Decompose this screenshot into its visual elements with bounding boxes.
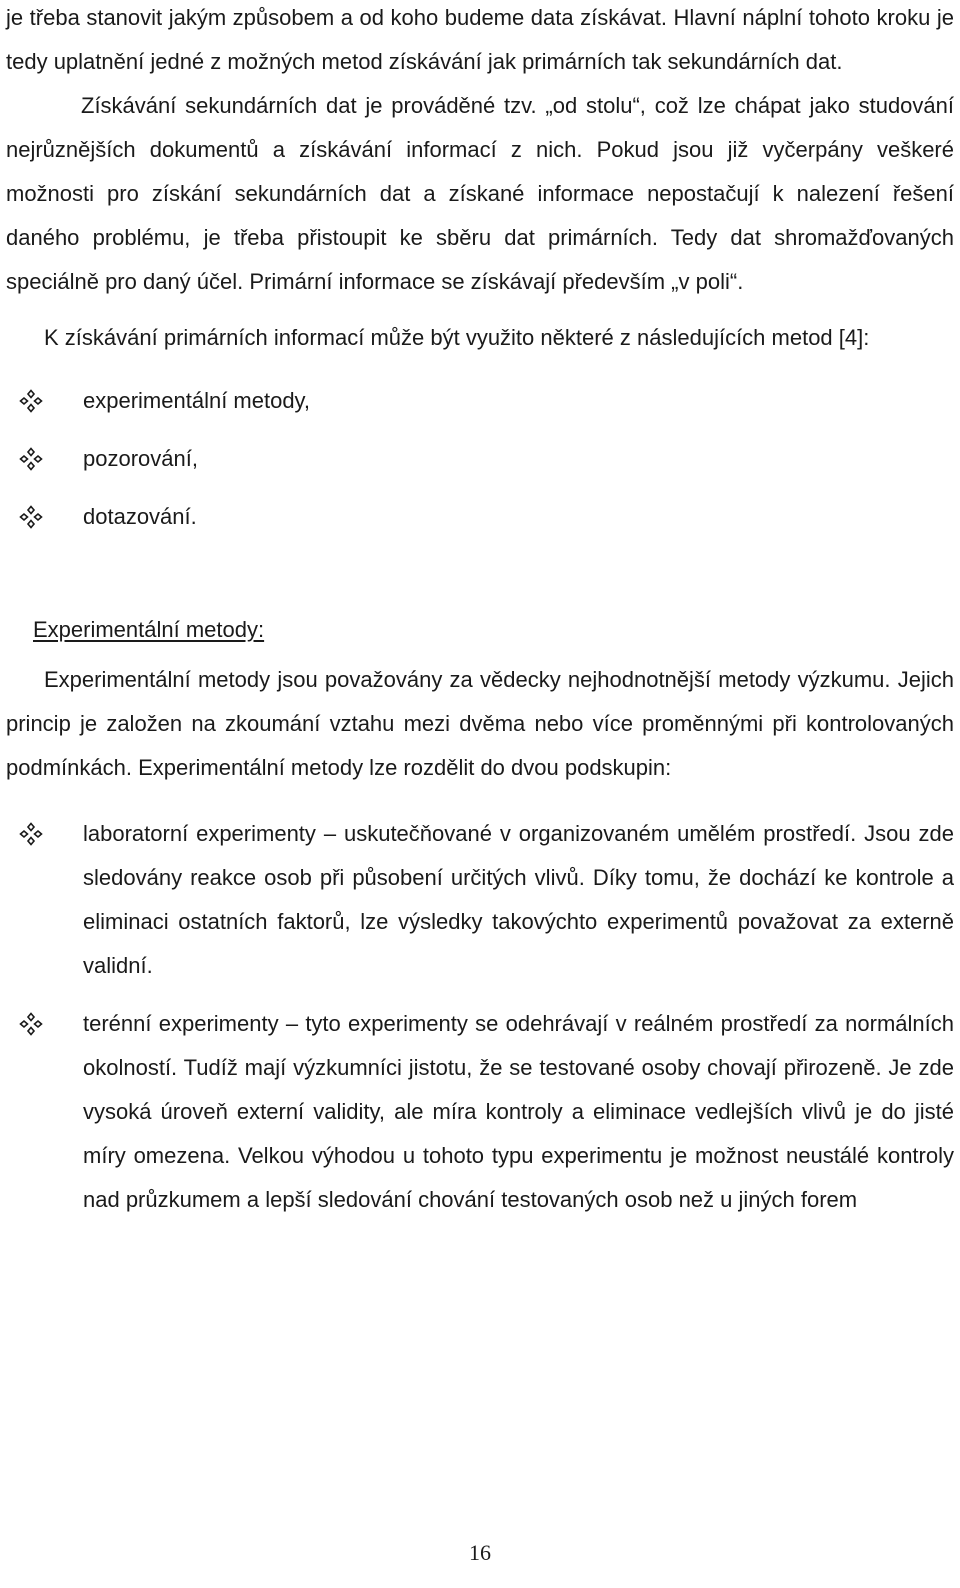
four-diamond-bullet-icon bbox=[18, 1002, 44, 1046]
list-item bbox=[6, 488, 954, 546]
list-item bbox=[6, 430, 954, 488]
list-item-text: laboratorní experimenty – uskutečňované v organizovaném umělém prostředí. Jsou zde sledovány reakce osob při působení určitých vlivů. Díky tomu, že dochází ke kontrole a eliminaci ostatních faktorů, lze výsledky takovýchto experimentů považovat za externě validní. bbox=[83, 821, 954, 978]
list-item bbox=[6, 372, 954, 430]
document-page bbox=[6, 0, 954, 1236]
four-diamond-bullet-icon bbox=[18, 488, 44, 546]
paragraph-data-collection: je třeba stanovit jakým způsobem a od koho budeme data získávat. Hlavní náplní tohoto kroku je tedy uplatnění jedné z možných metod získávání jak primárních tak sekundárních dat. bbox=[6, 5, 954, 74]
section-heading-experimental-methods: Experimentální metody: bbox=[33, 617, 265, 642]
list-item-text: experimentální metody, bbox=[83, 388, 311, 413]
list-item bbox=[6, 1002, 954, 1222]
four-diamond-bullet-icon bbox=[18, 812, 44, 856]
page-number: 16 bbox=[469, 1540, 491, 1565]
list-item-text: dotazování. bbox=[83, 504, 197, 529]
experiments-list bbox=[6, 812, 954, 1222]
list-item bbox=[6, 812, 954, 988]
paragraph-secondary-data: Získávání sekundárních dat je prováděné tzv. „od stolu“, což lze chápat jako studování nejrůznějších dokumentů a získávání informací z nich. Pokud jsou již vyčerpány veškeré možnosti pro získání sekundárních dat a získané informace nepostačují k nalezení řešení daného problému, je třeba přistoupit ke sběru dat primárních. Tedy dat shromažďovaných speciálně pro daný účel. Primární informace se získávají především „v poli“. bbox=[6, 93, 954, 294]
paragraph-primary-methods-intro: K získávání primárních informací může být využito některé z následujících metod [4]: bbox=[44, 325, 870, 350]
four-diamond-bullet-icon bbox=[18, 430, 44, 488]
paragraph-experimental-intro: Experimentální metody jsou považovány za vědecky nejhodnotnější metody výzkumu. Jejich princip je založen na zkoumání vztahu mezi dvěma nebo více proměnnými při kontrolovaných podmínkách. Experimentální metody lze rozdělit do dvou podskupin: bbox=[6, 667, 954, 780]
list-item-text: terénní experimenty – tyto experimenty se odehrávají v reálném prostředí za normálních okolností. Tudíž mají výzkumníci jistotu, že se testované osoby chovají přirozeně. Je zde vysoká úroveň externí validity, ale míra kontroly a eliminace vedlejších vlivů je do jisté míry omezena. Velkou výhodou u tohoto typu experimentu je možnost neustálé kontroly nad průzkumem a lepší sledování chování testovaných osob než u jiných forem bbox=[83, 1011, 954, 1212]
list-item-text: pozorování, bbox=[83, 446, 198, 471]
four-diamond-bullet-icon bbox=[18, 372, 44, 430]
methods-list bbox=[6, 372, 954, 546]
